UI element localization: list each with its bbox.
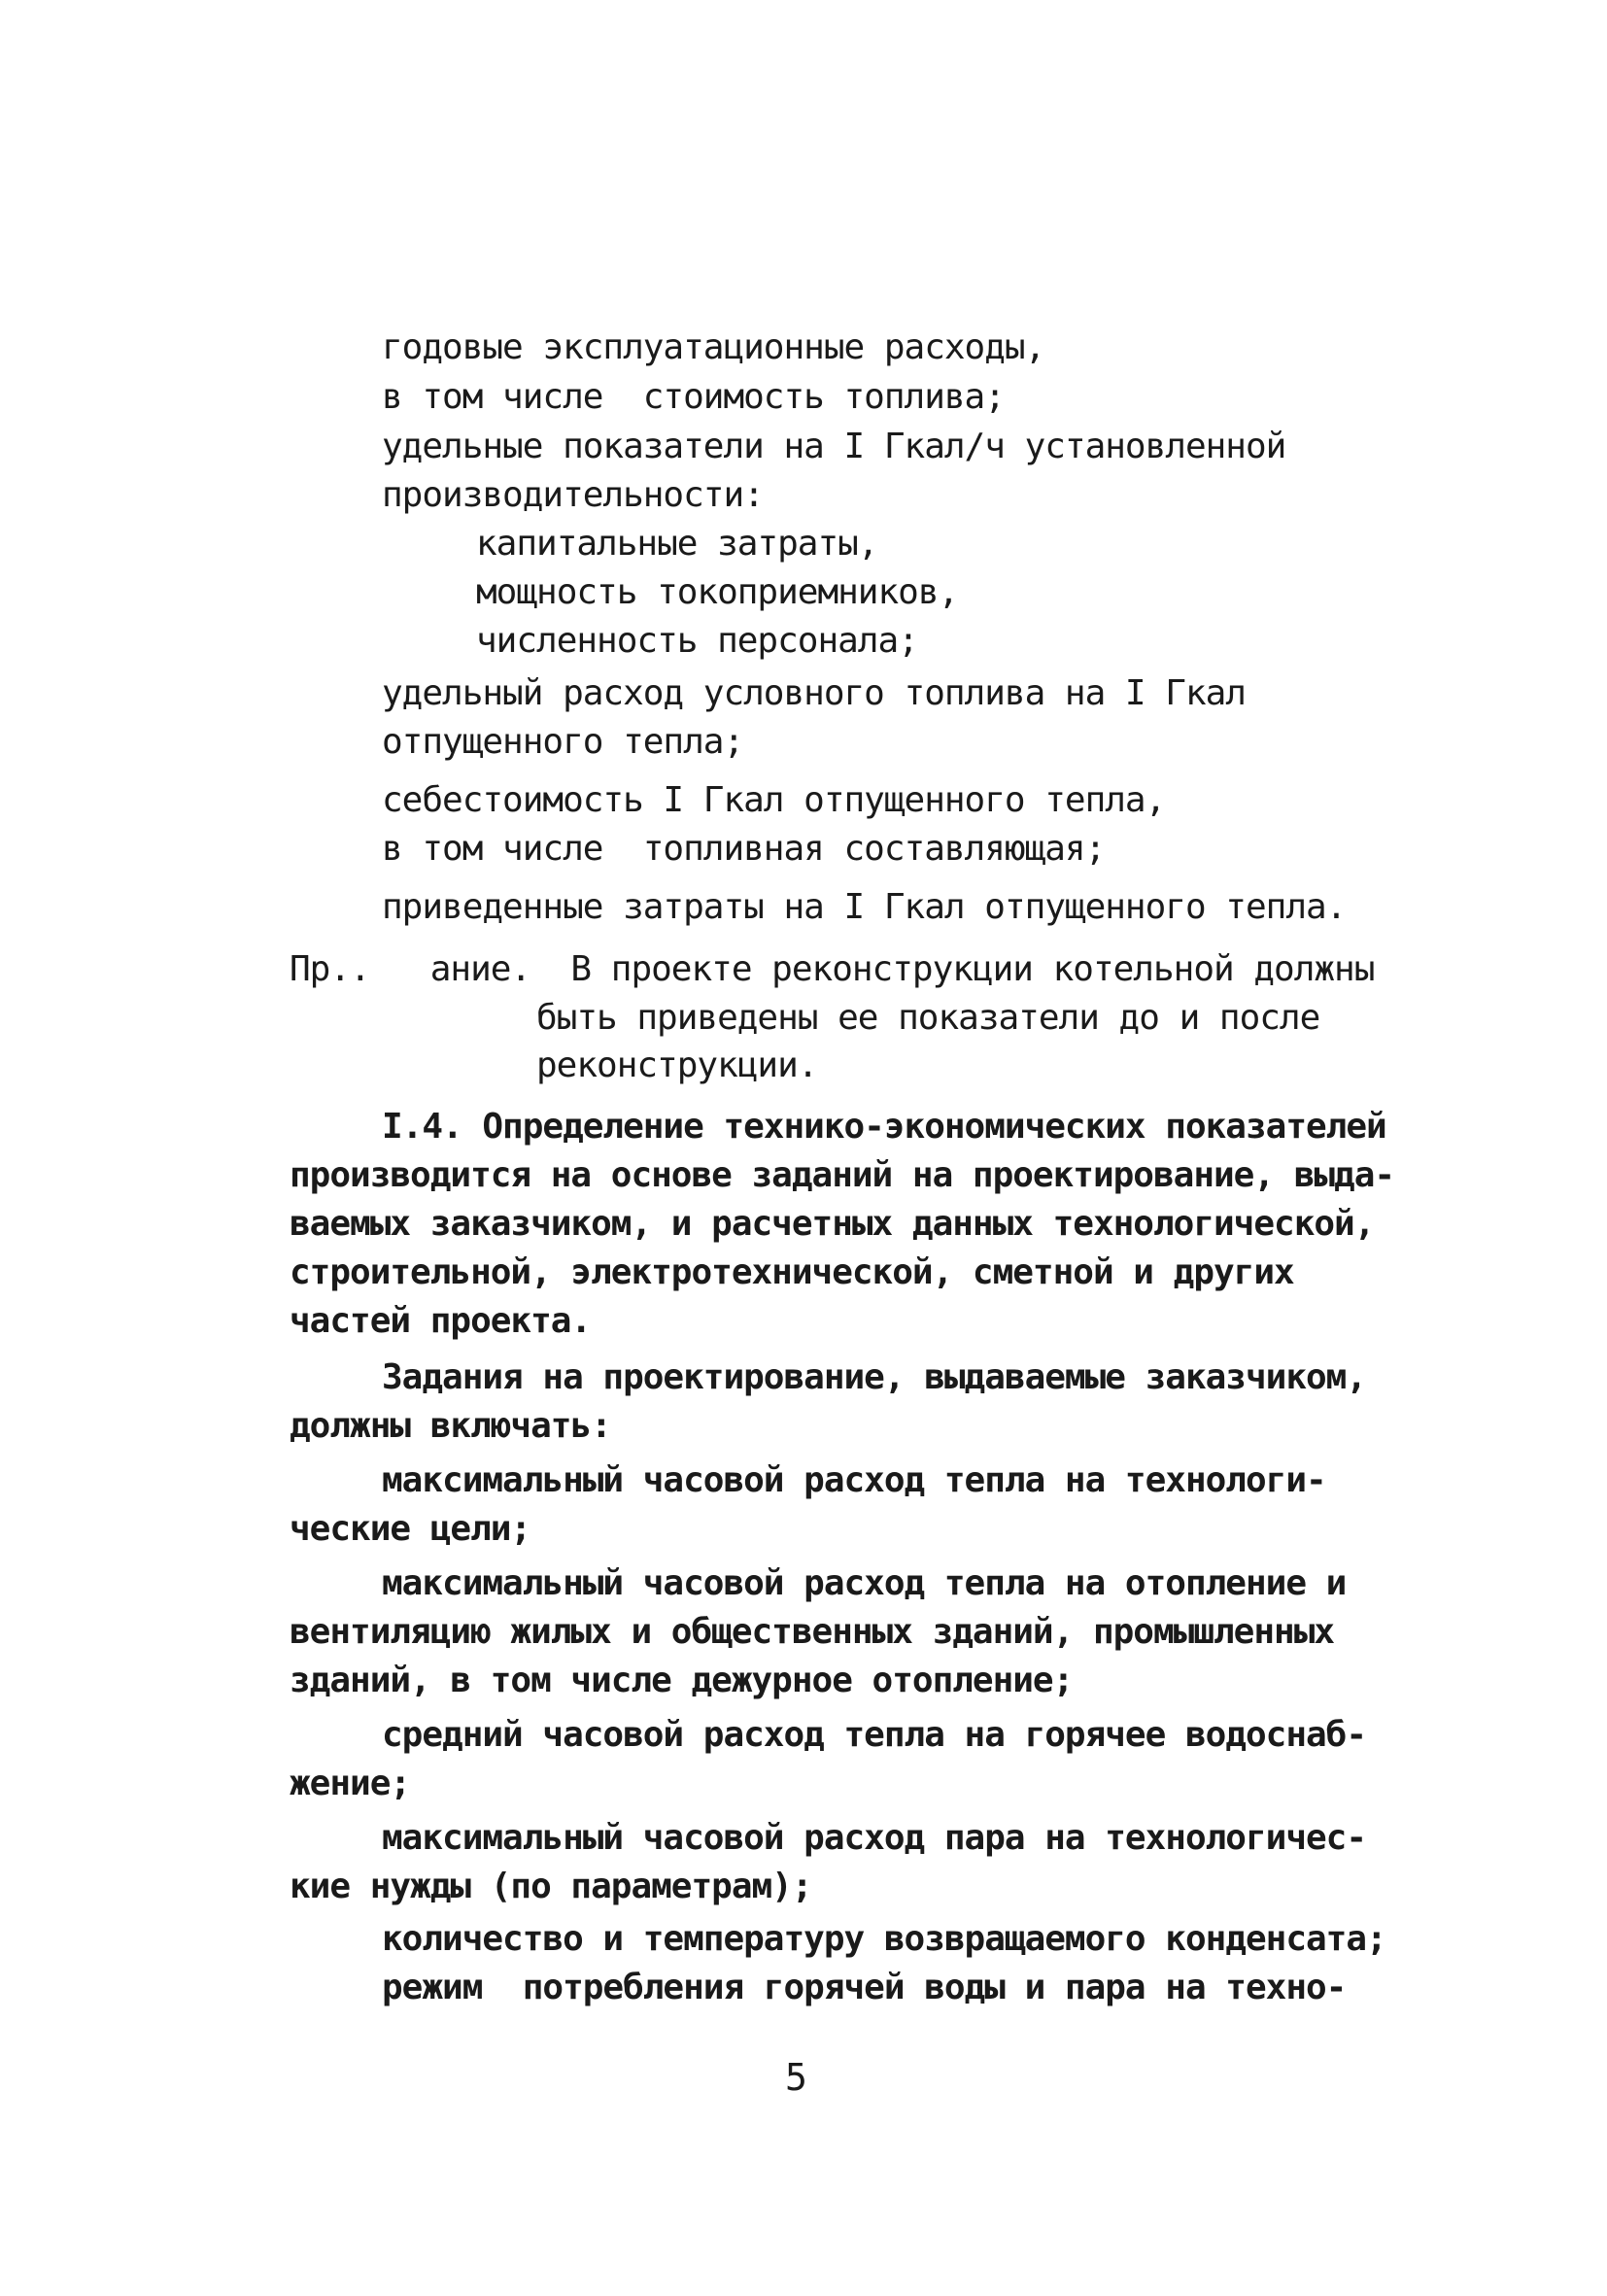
text-line: количество и температуру возвращаемого конденсата; <box>382 1919 1386 1959</box>
page-number: 5 <box>785 2056 807 2099</box>
text-line: ческие цели; <box>290 1509 531 1549</box>
note-line: быть приведены ее показатели до и после <box>536 998 1320 1038</box>
text-line: удельный расход условного топлива на I Гкал <box>382 673 1246 713</box>
section-heading-line: I.4. Определение технико-экономических показателей <box>382 1107 1386 1147</box>
text-line: себестоимость I Гкал отпущенного тепла, <box>382 780 1166 820</box>
text-line: режим потребления горячей воды и пара на техно- <box>382 1968 1347 2007</box>
text-line: вентиляцию жилых и общественных зданий, промышленных <box>290 1612 1335 1652</box>
text-line: строительной, электротехнической, сметной и других <box>290 1252 1294 1292</box>
text-line: годовые эксплуатационные расходы, <box>382 327 1045 367</box>
text-line: жение; <box>290 1764 411 1803</box>
text-line: ваемых заказчиком, и расчетных данных технологической, <box>290 1204 1375 1244</box>
text-line: частей проекта. <box>290 1301 592 1341</box>
text-line: производится на основе заданий на проектирование, выда- <box>290 1155 1395 1195</box>
text-line: численность персонала; <box>476 621 918 661</box>
text-line: отпущенного тепла; <box>382 722 744 762</box>
text-line: максимальный часовой расход пара на технологичес- <box>382 1818 1367 1858</box>
text-line: в том числе топливная составляющая; <box>382 829 1106 869</box>
text-line: максимальный часовой расход тепла на отопление и <box>382 1563 1347 1603</box>
text-line: производительности: <box>382 475 764 515</box>
text-line: мощность токоприемников, <box>476 572 959 612</box>
text-line: должны включать: <box>290 1406 611 1446</box>
text-line: кие нужды (по параметрам); <box>290 1867 812 1906</box>
note-line: Пр.. ание. В проекте реконструкции котельной должны <box>290 949 1375 989</box>
text-line: капитальные затраты, <box>476 524 878 564</box>
text-line: в том числе стоимость топлива; <box>382 377 1005 417</box>
text-line: максимальный часовой расход тепла на технологи- <box>382 1460 1326 1500</box>
text-line: удельные показатели на I Гкал/ч установленной <box>382 427 1286 466</box>
text-line: средний часовой расход тепла на горячее водоснаб- <box>382 1715 1367 1755</box>
text-line: Задания на проектирование, выдаваемые заказчиком, <box>382 1357 1367 1397</box>
text-line: приведенные затраты на I Гкал отпущенного тепла. <box>382 887 1347 927</box>
note-line: реконструкции. <box>536 1045 818 1085</box>
text-line: зданий, в том числе дежурное отопление; <box>290 1661 1074 1700</box>
